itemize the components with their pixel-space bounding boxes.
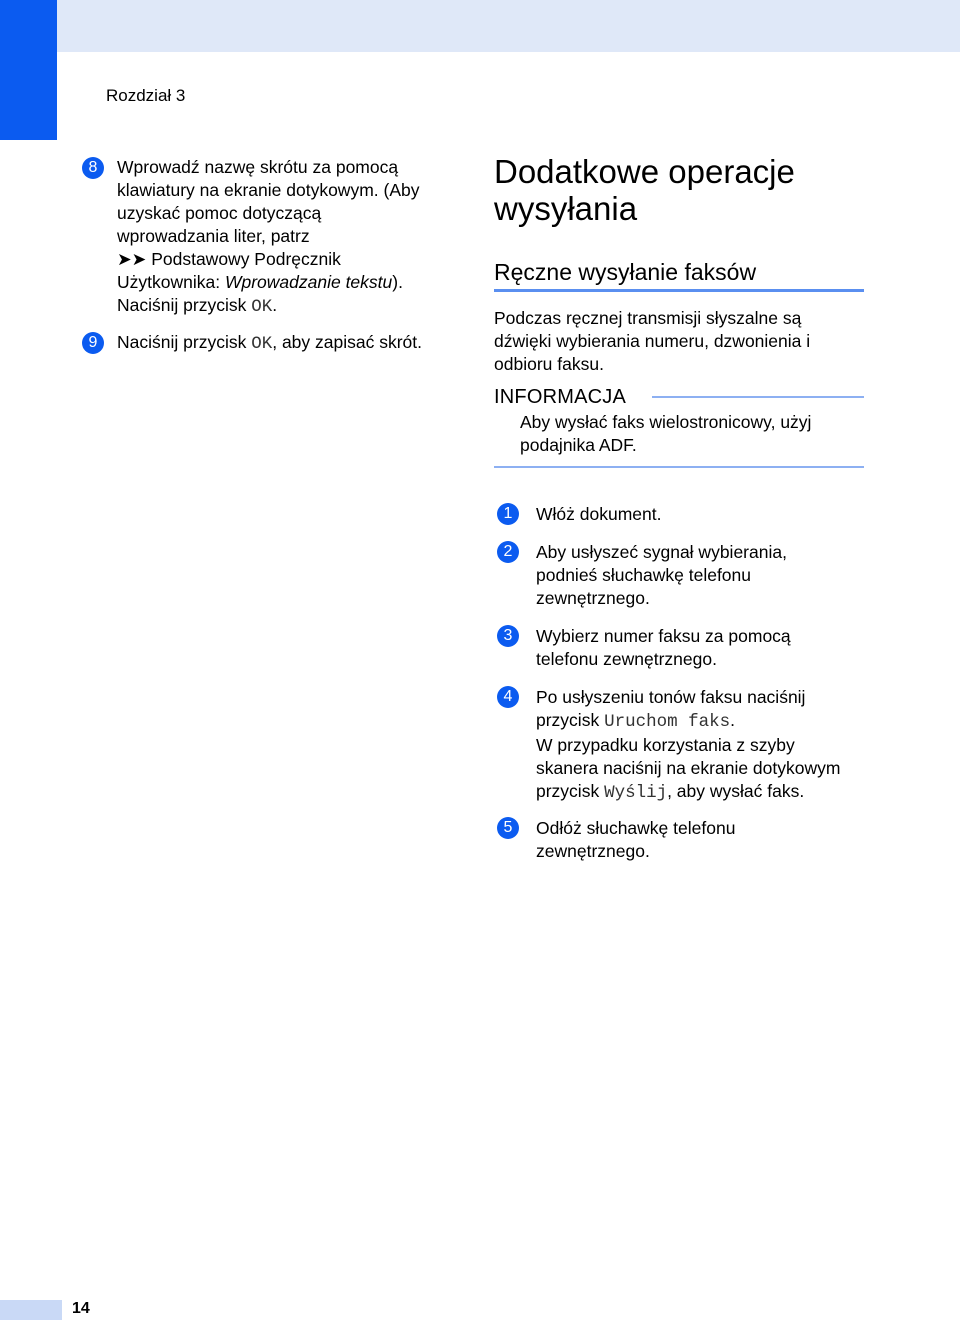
section-title (494, 153, 874, 227)
step-number-badge: 9 (82, 332, 104, 354)
ok-key-label: OK (251, 297, 273, 317)
note-body (520, 411, 864, 457)
step-8 (82, 156, 462, 326)
step-text (536, 503, 867, 526)
text-line: W przypadku korzystania z szyby (536, 735, 795, 755)
text-line: odbioru faksu. (494, 354, 604, 374)
step-5 (497, 817, 867, 865)
text-line: skanera naciśnij na ekranie dotykowym (536, 758, 841, 778)
text-line: Wprowadź nazwę skrótu za pomocą (117, 157, 399, 177)
page-number: 14 (72, 1300, 90, 1317)
section-reference: Wprowadzanie tekstu (224, 272, 393, 292)
subsection-title: Ręczne wysyłanie faksów (494, 259, 757, 285)
note-divider-bottom (494, 466, 864, 468)
text-segment: . (272, 295, 278, 315)
chapter-label: Rozdział 3 (106, 86, 186, 105)
text-segment: przycisk (536, 781, 605, 801)
text-line: klawiatury na ekranie dotykowym. (Aby (117, 180, 420, 200)
chapter-tab (0, 0, 57, 140)
send-key-label: Wyślij (604, 783, 668, 803)
text-line: dźwięki wybierania numeru, dzwonienia i (494, 331, 811, 351)
text-segment: , aby wysłać faks. (667, 781, 805, 801)
step-number-badge: 4 (497, 686, 519, 708)
step-number-badge: 5 (497, 817, 519, 839)
title-line: Dodatkowe operacje (494, 153, 795, 190)
header-band (0, 0, 960, 52)
text-line (117, 294, 462, 319)
text-line (117, 248, 462, 271)
text-segment: Naciśnij przycisk (117, 295, 252, 315)
step-1 (497, 503, 867, 529)
text-line: Odłóż słuchawkę telefonu (536, 818, 736, 838)
text-line: Aby usłyszeć sygnał wybierania, (536, 542, 787, 562)
intro-paragraph (494, 307, 864, 376)
step-text (536, 541, 867, 610)
text-segment: Naciśnij przycisk (117, 332, 252, 352)
step-text (536, 686, 867, 805)
text-line (536, 780, 867, 805)
step-number-badge: 3 (497, 625, 519, 647)
step-9 (82, 331, 462, 357)
text-line: Po usłyszeniu tonów faksu naciśnij (536, 687, 806, 707)
manual-reference: Podstawowy Podręcznik (151, 249, 341, 269)
text-line: podnieś słuchawkę telefonu (536, 565, 752, 585)
text-line: Wybierz numer faksu za pomocą (536, 626, 791, 646)
text-line: telefonu zewnętrznego. (536, 649, 717, 669)
note-divider-top (652, 396, 864, 398)
step-text (117, 331, 462, 356)
text-line: zewnętrznego. (536, 841, 650, 861)
text-line: zewnętrznego. (536, 588, 650, 608)
step-number-badge: 1 (497, 503, 519, 525)
text-segment: Użytkownika: (117, 272, 225, 292)
text-segment: . (730, 710, 735, 730)
step-text (536, 817, 867, 863)
text-line (117, 271, 462, 294)
start-fax-key-label: Uruchom faks (604, 712, 731, 732)
subsection-rule (494, 289, 864, 292)
text-segment: przycisk (536, 710, 605, 730)
text-line: Podczas ręcznej transmisji słyszalne są (494, 308, 802, 328)
text-line: uzyskać pomoc dotyczącą (117, 203, 322, 223)
text-segment: , aby zapisać skrót. (272, 332, 423, 352)
text-line: Aby wysłać faks wielostronicowy, użyj (520, 412, 812, 432)
step-text (117, 156, 462, 319)
text-line (536, 709, 867, 734)
step-number-badge: 8 (82, 157, 104, 179)
text-line: wprowadzania liter, patrz (117, 226, 310, 246)
step-3 (497, 625, 867, 673)
step-number-badge: 2 (497, 541, 519, 563)
text-line: Włóż dokument. (536, 504, 662, 524)
step-text (536, 625, 867, 671)
double-arrow-icon: ➤➤ (117, 249, 147, 269)
text-line: podajnika ADF. (520, 435, 637, 455)
step-4 (497, 686, 867, 804)
step-2 (497, 541, 867, 613)
note-heading: INFORMACJA (494, 386, 626, 408)
text-segment: ). (392, 272, 403, 292)
title-line: wysyłania (494, 190, 638, 227)
page-number-band (0, 1300, 62, 1320)
ok-key-label: OK (251, 334, 273, 354)
